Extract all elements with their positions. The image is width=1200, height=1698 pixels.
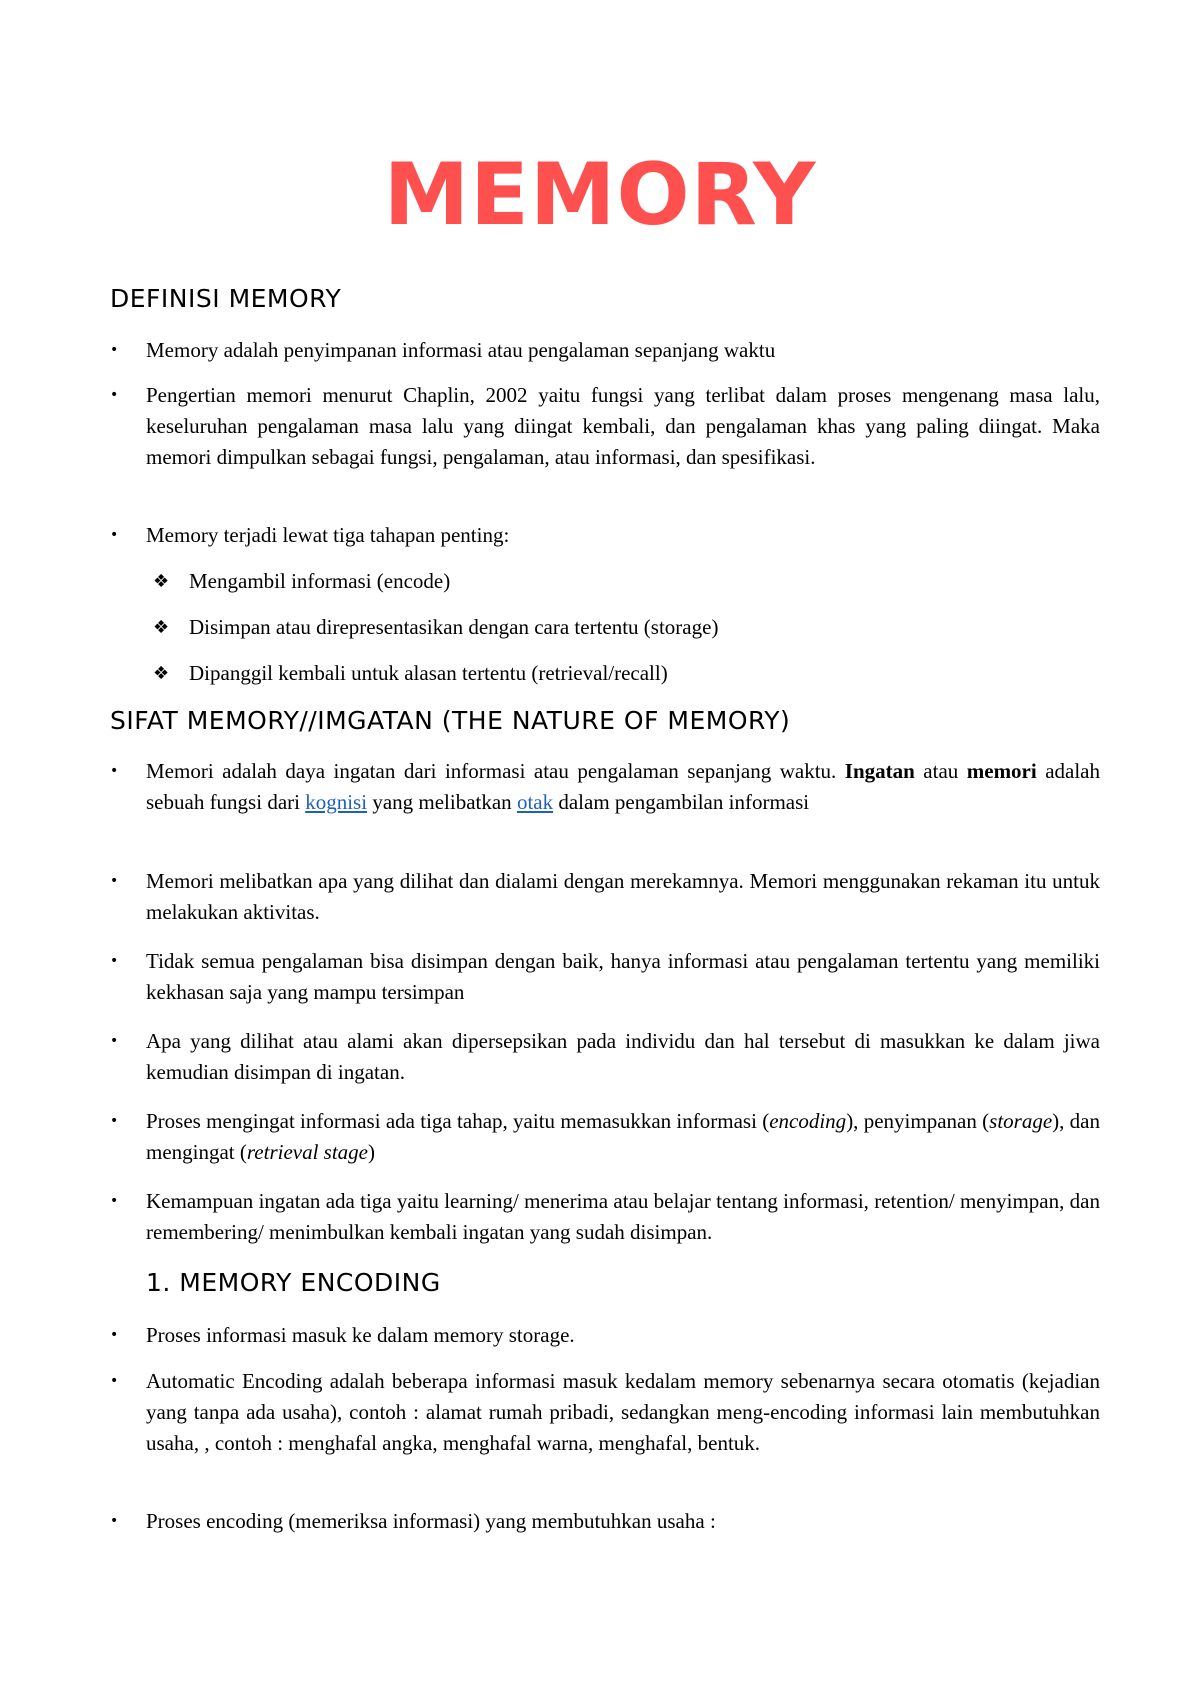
diamond-bullet-icon: ❖ — [153, 617, 170, 638]
section-heading-definisi: DEFINISI MEMORY — [110, 284, 342, 313]
document-title: MEMORY — [383, 145, 817, 245]
bullet-icon: • — [110, 1113, 119, 1129]
list-item — [110, 756, 1100, 818]
bullet-icon: • — [110, 1373, 119, 1389]
sub-list-item-text: Dipanggil kembali untuk alasan tertentu (retrieval/recall) — [189, 661, 668, 685]
bullet-icon: • — [110, 1327, 119, 1343]
text-run: atau — [914, 759, 967, 783]
italic-term-storage: storage — [989, 1109, 1053, 1133]
text-run: ) — [368, 1140, 375, 1164]
list-item-text: Memory adalah penyimpanan informasi atau pengalaman sepanjang waktu — [146, 338, 776, 362]
bullet-icon: • — [110, 873, 119, 889]
list-item-text: Memory terjadi lewat tiga tahapan penting: — [146, 523, 510, 547]
list-item — [110, 1506, 1100, 1537]
diamond-bullet-icon: ❖ — [153, 571, 170, 592]
list-item-text: Kemampuan ingatan ada tiga yaitu learning/ menerima atau belajar tentang informasi, retention/ menyimpan, dan remembering/ menimbulkan kembali ingatan yang sudah disimpan. — [146, 1189, 1100, 1244]
list-item-text: Apa yang dilihat atau alami akan dipersepsikan pada individu dan hal tersebut di masukkan ke dalam jiwa kemudian disimpan di ingatan. — [146, 1029, 1100, 1084]
list-item-text: Memori melibatkan apa yang dilihat dan dialami dengan merekamnya. Memori menggunakan rekaman itu untuk melakukan aktivitas. — [146, 869, 1100, 924]
list-item — [110, 335, 1100, 366]
bullet-icon: • — [110, 1033, 119, 1049]
sub-list-item — [153, 658, 1053, 689]
sub-list-item — [153, 612, 1053, 643]
bullet-icon: • — [110, 342, 119, 358]
list-item-text: Proses encoding (memeriksa informasi) yang membutuhkan usaha : — [146, 1509, 716, 1533]
text-run: dalam pengambilan informasi — [553, 790, 810, 814]
bullet-icon: • — [110, 953, 119, 969]
list-item — [110, 1366, 1100, 1459]
bullet-icon: • — [110, 527, 119, 543]
sub-list-item-text: Mengambil informasi (encode) — [189, 569, 451, 593]
section-heading-memory-encoding: 1. MEMORY ENCODING — [146, 1268, 441, 1297]
list-item — [110, 520, 1100, 551]
italic-term-encoding: encoding — [769, 1109, 847, 1133]
sub-list-item-text: Disimpan atau direpresentasikan dengan cara tertentu (storage) — [189, 615, 719, 639]
text-run: Memori adalah daya ingatan dari informasi atau pengalaman sepanjang waktu. — [146, 759, 845, 783]
list-item-text — [146, 1106, 1100, 1168]
text-run: adalah sebuah fungsi dari — [146, 759, 1100, 814]
list-item-text: Tidak semua pengalaman bisa disimpan dengan baik, hanya informasi atau pengalaman tertentu yang memiliki kekhasan saja yang mampu tersimpan — [146, 949, 1100, 1004]
list-item-text: Pengertian memori menurut Chaplin, 2002 yaitu fungsi yang terlibat dalam proses mengenang masa lalu, keseluruhan pengalaman masa lalu yang diingat kembali, dan pengalaman khas yang paling diingat. Maka memori dimpulkan sebagai fungsi, pengalaman, atau informasi, dan spesifikasi. — [146, 383, 1100, 469]
text-run: Proses mengingat informasi ada tiga tahap, yaitu memasukkan informasi ( — [146, 1109, 770, 1133]
link-kognisi[interactable]: kognisi — [305, 790, 368, 814]
text-run: ), penyimpanan ( — [846, 1109, 990, 1133]
list-item — [110, 1026, 1100, 1088]
link-otak[interactable]: otak — [516, 790, 554, 814]
diamond-bullet-icon: ❖ — [153, 663, 170, 684]
list-item — [110, 946, 1100, 1008]
text-run: yang melibatkan — [367, 790, 517, 814]
bullet-icon: • — [110, 763, 119, 779]
sub-list-item — [153, 566, 1053, 597]
bullet-icon: • — [110, 1193, 119, 1209]
text-run: ), dan mengingat ( — [146, 1109, 1100, 1164]
bullet-icon: • — [110, 1513, 119, 1529]
bullet-icon: • — [110, 387, 119, 403]
list-item — [110, 1320, 1100, 1351]
bold-term-memori: memori — [966, 759, 1037, 783]
list-item — [110, 1106, 1100, 1168]
list-item-text: Automatic Encoding adalah beberapa informasi masuk kedalam memory sebenarnya secara otomatis (kejadian yang tanpa ada usaha), contoh : alamat rumah pribadi, sedangkan meng-encoding informasi lain membutuhkan usaha, , contoh : menghafal angka, menghafal warna, menghafal, bentuk. — [146, 1369, 1100, 1455]
list-item — [110, 866, 1100, 928]
list-item-text — [146, 756, 1100, 818]
list-item-text: Proses informasi masuk ke dalam memory storage. — [146, 1323, 575, 1347]
list-item — [110, 1186, 1100, 1248]
section-heading-sifat-memory: SIFAT MEMORY//IMGATAN (THE NATURE OF MEMORY) — [110, 706, 791, 735]
bold-term-ingatan: Ingatan — [844, 759, 915, 783]
list-item — [110, 380, 1100, 473]
italic-term-retrieval-stage: retrieval stage — [246, 1140, 368, 1164]
